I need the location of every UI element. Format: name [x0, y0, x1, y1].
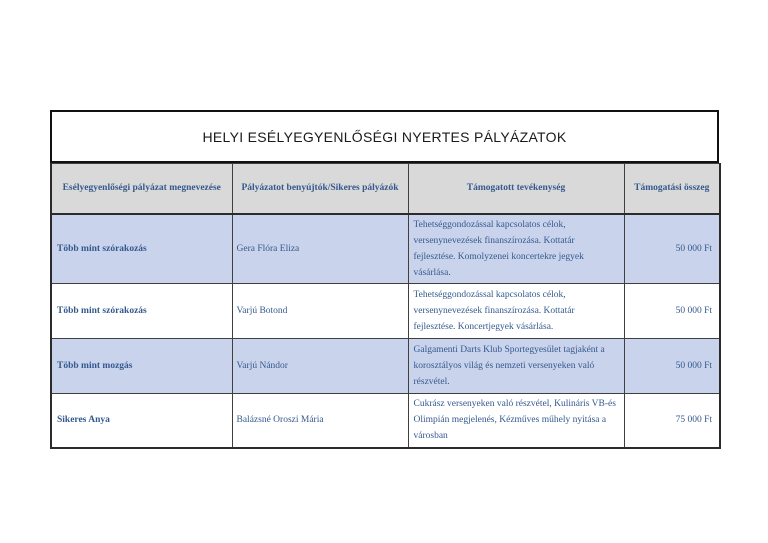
applicant-cell: Balázsné Oroszi Mária	[232, 393, 408, 448]
project-name-cell: Sikeres Anya	[51, 393, 232, 448]
table-row	[51, 283, 720, 338]
applicant-cell: Varjú Botond	[232, 283, 408, 338]
amount-cell: 50 000 Ft	[624, 214, 720, 284]
applicant-cell: Gera Flóra Eliza	[232, 214, 408, 284]
document-page	[50, 110, 719, 449]
awards-table	[50, 163, 721, 449]
table-row	[51, 338, 720, 393]
activity-cell: Tehetséggondozással kapcsolatos célok, versenynevezések finanszírozása. Kottatár fejlesztése. Koncertjegyek vásárlása.	[408, 283, 624, 338]
activity-cell: Tehetséggondozással kapcsolatos célok, versenynevezések finanszírozása. Kottatár fejlesztése. Komolyzenei koncertekre jegyek vásárlása.	[408, 214, 624, 284]
applicant-cell: Varjú Nándor	[232, 338, 408, 393]
project-name-cell: Több mint szórakozás	[51, 283, 232, 338]
amount-cell: 75 000 Ft	[624, 393, 720, 448]
table-header-row	[51, 164, 720, 214]
activity-cell: Cukrász versenyeken való részvétel, Kulináris VB-és Olimpián megjelenés, Kézműves műhely nyitása a városban	[408, 393, 624, 448]
table-row	[51, 214, 720, 284]
project-name-cell: Több mint szórakozás	[51, 214, 232, 284]
column-header-project-name: Esélyegyenlőségi pályázat megnevezése	[51, 164, 232, 214]
amount-cell: 50 000 Ft	[624, 338, 720, 393]
column-header-applicants: Pályázatot benyújtók/Sikeres pályázók	[232, 164, 408, 214]
project-name-cell: Több mint mozgás	[51, 338, 232, 393]
column-header-activity: Támogatott tevékenység	[408, 164, 624, 214]
table-title: HELYI ESÉLYEGYENLŐSÉGI NYERTES PÁLYÁZATOK	[50, 110, 719, 163]
activity-cell: Galgamenti Darts Klub Sportegyesület tagjaként a korosztályos világ és nemzeti versenyeken való részvétel.	[408, 338, 624, 393]
table-row	[51, 393, 720, 448]
amount-cell: 50 000 Ft	[624, 283, 720, 338]
column-header-amount: Támogatási összeg	[624, 164, 720, 214]
